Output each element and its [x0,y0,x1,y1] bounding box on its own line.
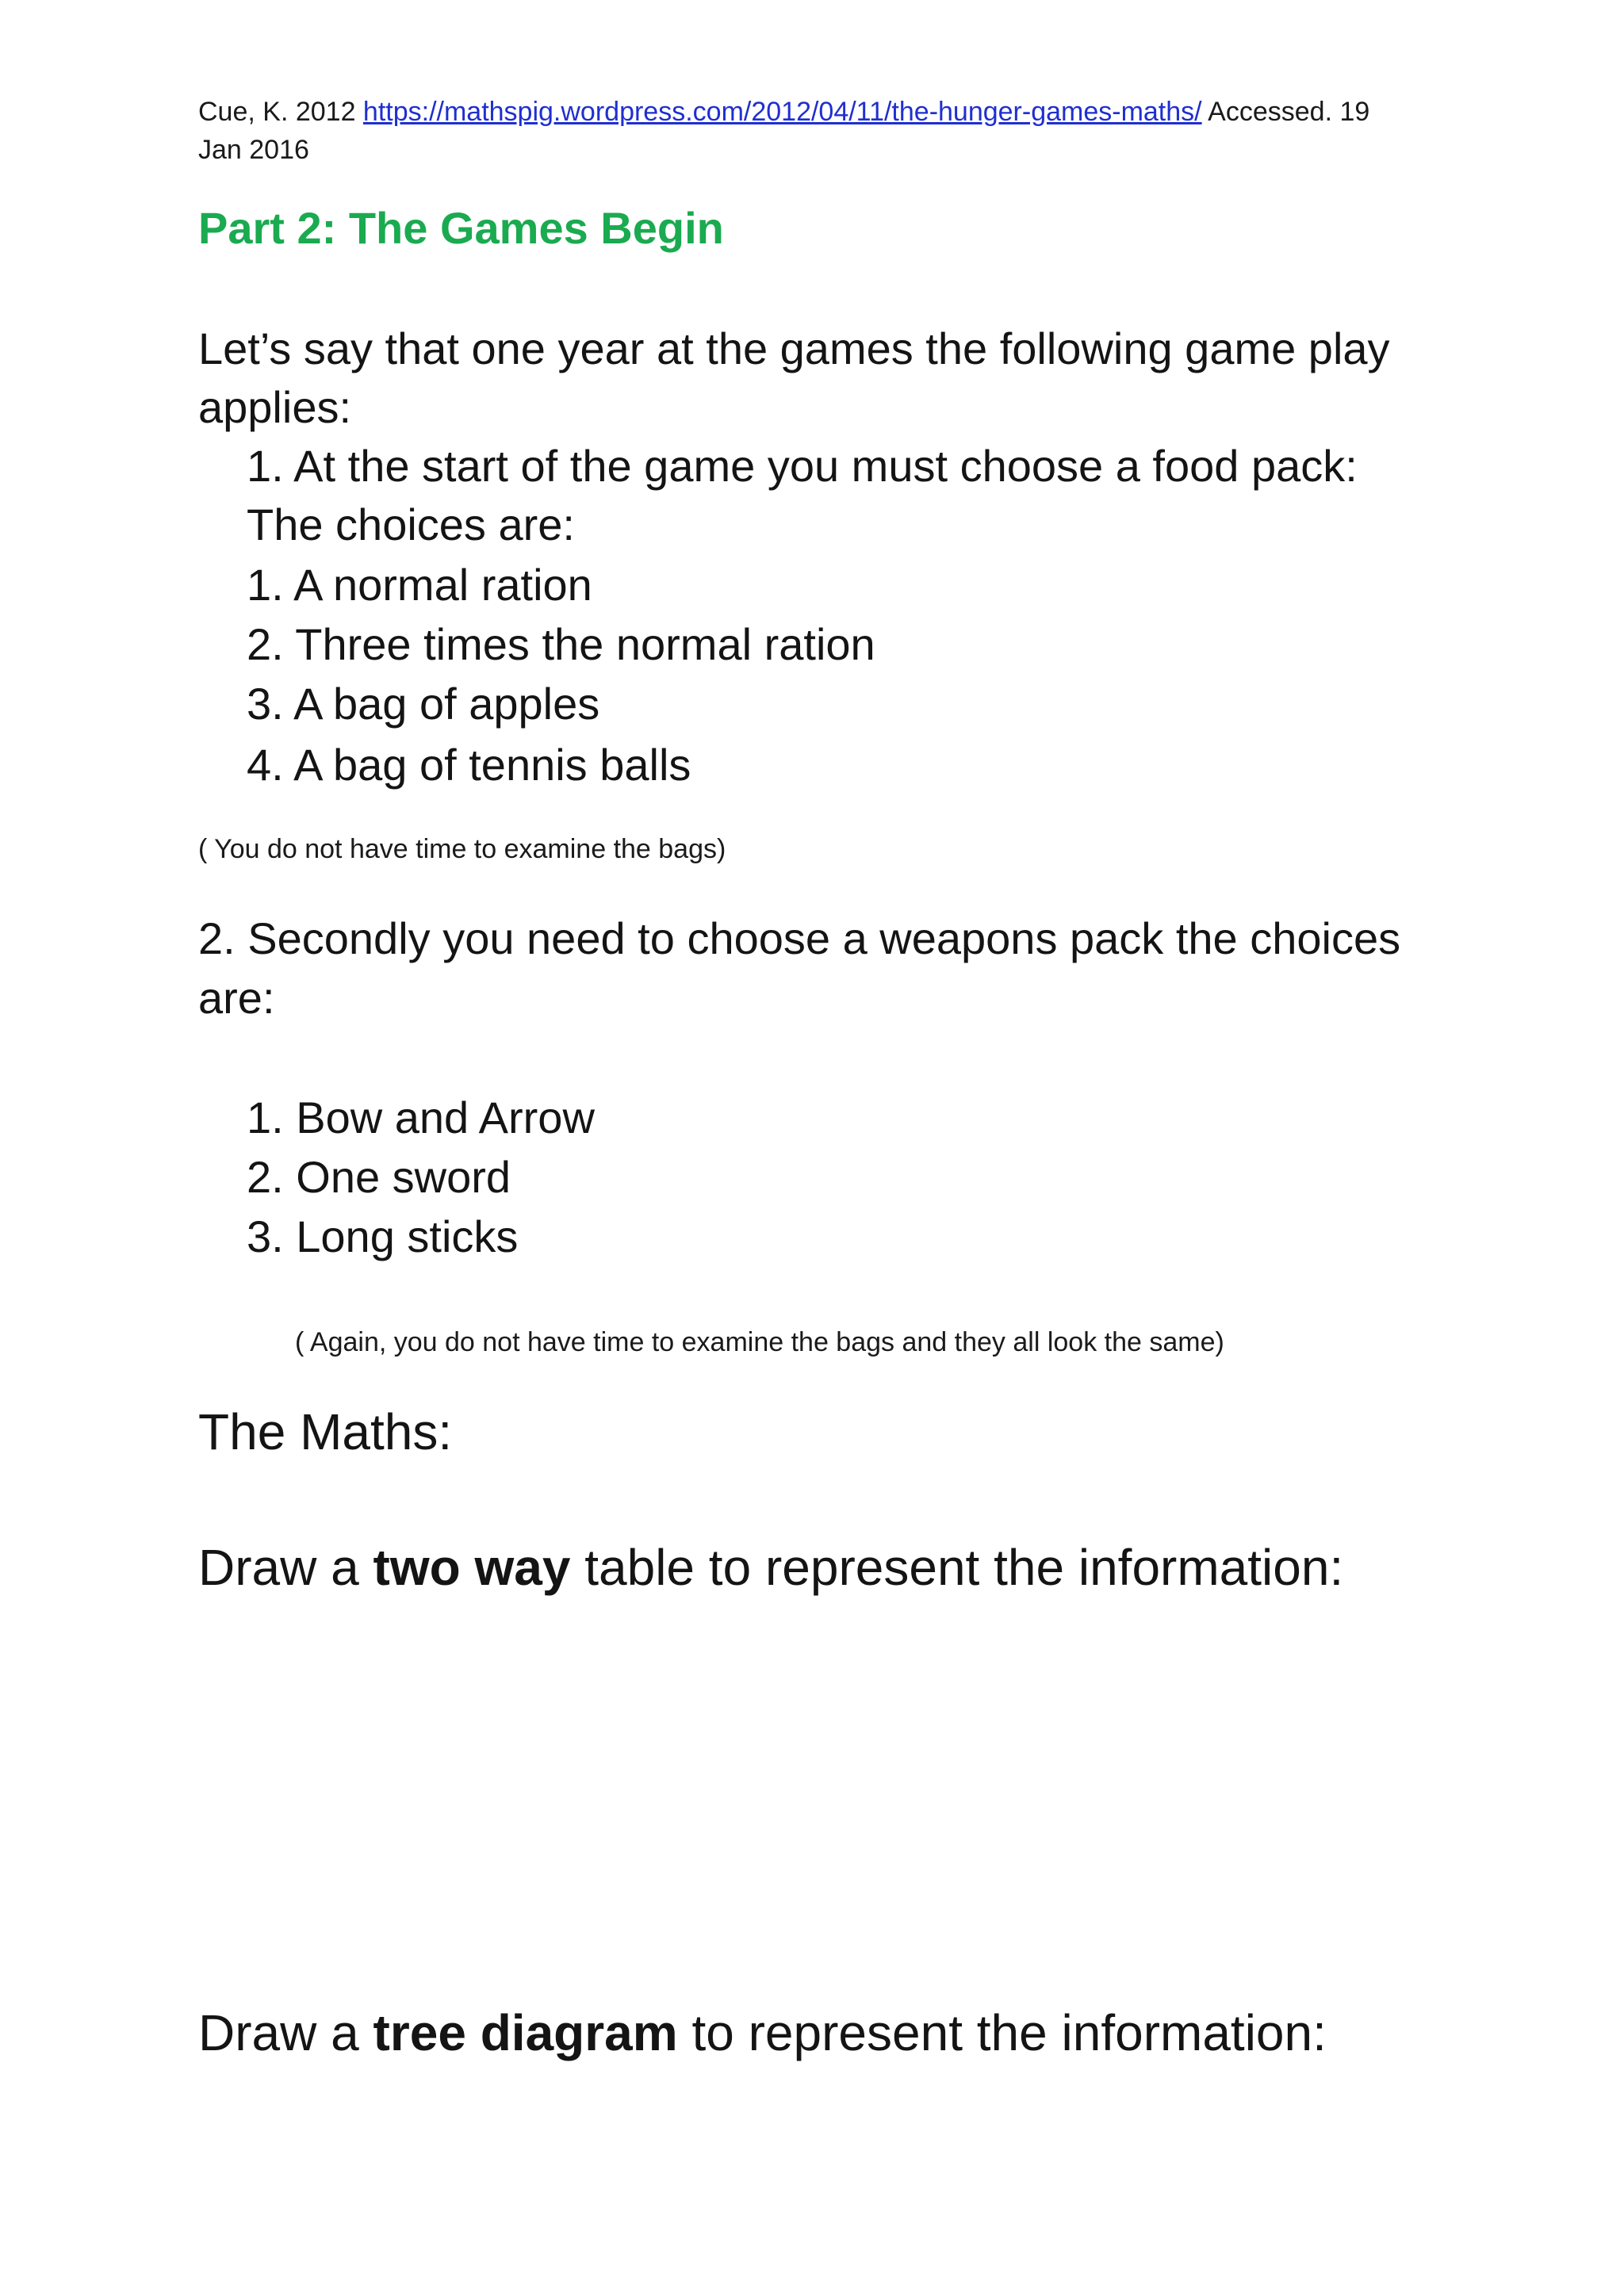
food-note: ( You do not have time to examine the bags) [198,834,726,864]
food-item: 4. A bag of tennis balls [247,740,691,790]
food-item: 1. A normal ration [247,560,592,610]
section-title: Part 2: The Games Begin [198,203,724,253]
intro-line-1: Let’s say that one year at the games the following game play [198,323,1390,373]
citation-line [198,94,1369,130]
tree-diagram-instruction [198,2001,1327,2064]
two-way-bold: two way [373,1539,571,1596]
food-item: 3. A bag of apples [247,679,600,729]
two-way-suffix: table to represent the information: [570,1539,1344,1596]
food-step: 1. At the start of the game you must choose a food pack: [247,441,1358,491]
intro-line-2: applies: [198,382,352,432]
weapons-line-2: are: [198,973,275,1023]
citation-date: Jan 2016 [198,135,309,165]
citation-link[interactable]: https://mathspig.wordpress.com/2012/04/11/the-hunger-games-maths/ [362,97,1202,127]
weapon-item: 3. Long sticks [247,1211,519,1261]
maths-heading: The Maths: [198,1403,453,1460]
weapon-item: 2. One sword [247,1152,511,1202]
two-way-prefix: Draw a [198,1539,373,1596]
two-way-instruction [198,1536,1343,1599]
weapons-line-1: 2. Secondly you need to choose a weapons pack the choices [198,913,1401,963]
tree-prefix: Draw a [198,2004,373,2061]
citation-author: Cue, K. 2012 [198,97,363,127]
food-item: 2. Three times the normal ration [247,619,875,669]
tree-bold: tree diagram [373,2004,678,2061]
food-choices-label: The choices are: [247,499,575,549]
weapons-note: ( Again, you do not have time to examine the bags and they all look the same) [295,1327,1224,1357]
tree-suffix: to represent the information: [677,2004,1327,2061]
citation-accessed: Accessed. 19 [1201,97,1370,127]
weapon-item: 1. Bow and Arrow [247,1093,595,1142]
